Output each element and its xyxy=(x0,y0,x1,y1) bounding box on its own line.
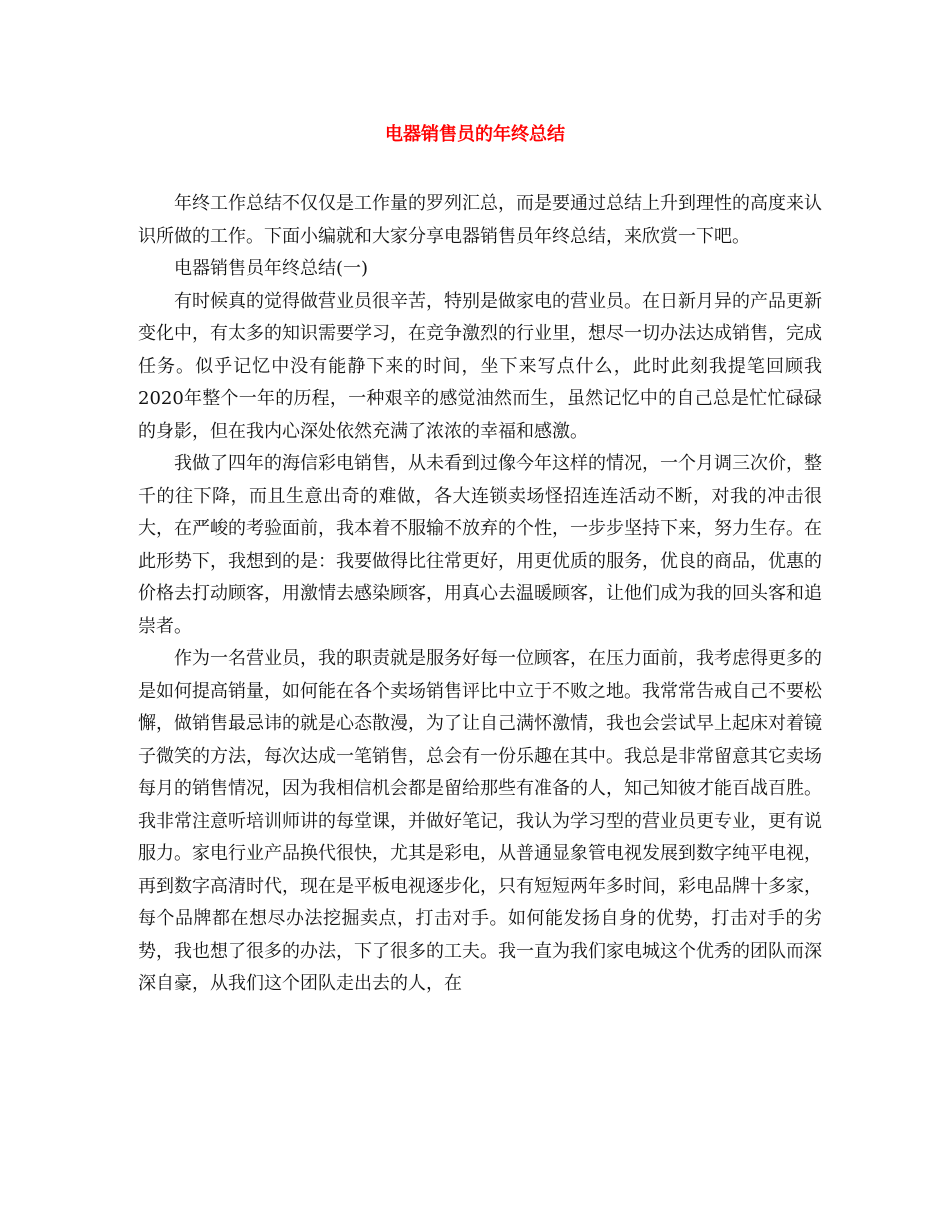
paragraph-intro: 年终工作总结不仅仅是工作量的罗列汇总，而是要通过总结上升到理性的高度来认识所做的工作。下面小编就和大家分享电器销售员年终总结，来欣赏一下吧。 xyxy=(138,193,822,247)
paragraph-3: 作为一名营业员，我的职责就是服务好每一位顾客，在压力面前，我考虑得更多的是如何提高销量，如何能在各个卖场销售评比中立于不败之地。我常常告戒自己不要松懈，做销售最忌讳的就是心态散漫，为了让自己满怀激情，我也会尝试早上起床对着镜子微笑的方法，每次达成一笔销售，总会有一份乐趣在其中。我总是非常留意其它卖场每月的销售情况，因为我相信机会都是留给那些有准备的人，知己知彼才能百战百胜。我非常注意听培训师讲的每堂课，并做好笔记，我认为学习型的营业员更专业，更有说服力。家电行业产品换代很快，尤其是彩电，从普通显象管电视发展到数字纯平电视，再到数字高清时代，现在是平板电视逐步化，只有短短两年多时间，彩电品牌十多家，每个品牌都在想尽办法挖掘卖点，打击对手。如何能发扬自身的优势，打击对手的劣势，我也想了很多的办法，下了很多的工夫。我一直为我们家电城这个优秀的团队而深深自豪，从我们这个团队走出去的人，在 xyxy=(138,648,822,994)
paragraph-2: 我做了四年的海信彩电销售，从未看到过像今年这样的情况，一个月调三次价，整千的往下降，而且生意出奇的难做，各大连锁卖场怪招连连活动不断，对我的冲击很大，在严峻的考验面前，我本着不服输不放弃的个性，一步步坚持下来，努力生存。在此形势下，我想到的是：我要做得比往常更好，用更优质的服务，优良的商品，优惠的价格去打动顾客，用激情去感染顾客，用真心去温暖顾客，让他们成为我的回头客和追崇者。 xyxy=(138,453,822,637)
paragraph-1: 有时候真的觉得做营业员很辛苦，特别是做家电的营业员。在日新月异的产品更新变化中，有太多的知识需要学习，在竞争激烈的行业里，想尽一切办法达成销售，完成任务。似乎记忆中没有能静下来的时间，坐下来写点什么，此时此刻我提笔回顾我2020年整个一年的历程，一种艰辛的感觉油然而生，虽然记忆中的自己总是忙忙碌碌的身影，但在我内心深处依然充满了浓浓的幸福和感激。 xyxy=(138,290,822,442)
document-body xyxy=(138,188,822,1001)
document-title: 电器销售员的年终总结 xyxy=(385,124,565,145)
section-heading: 电器销售员年终总结(一) xyxy=(174,258,369,279)
